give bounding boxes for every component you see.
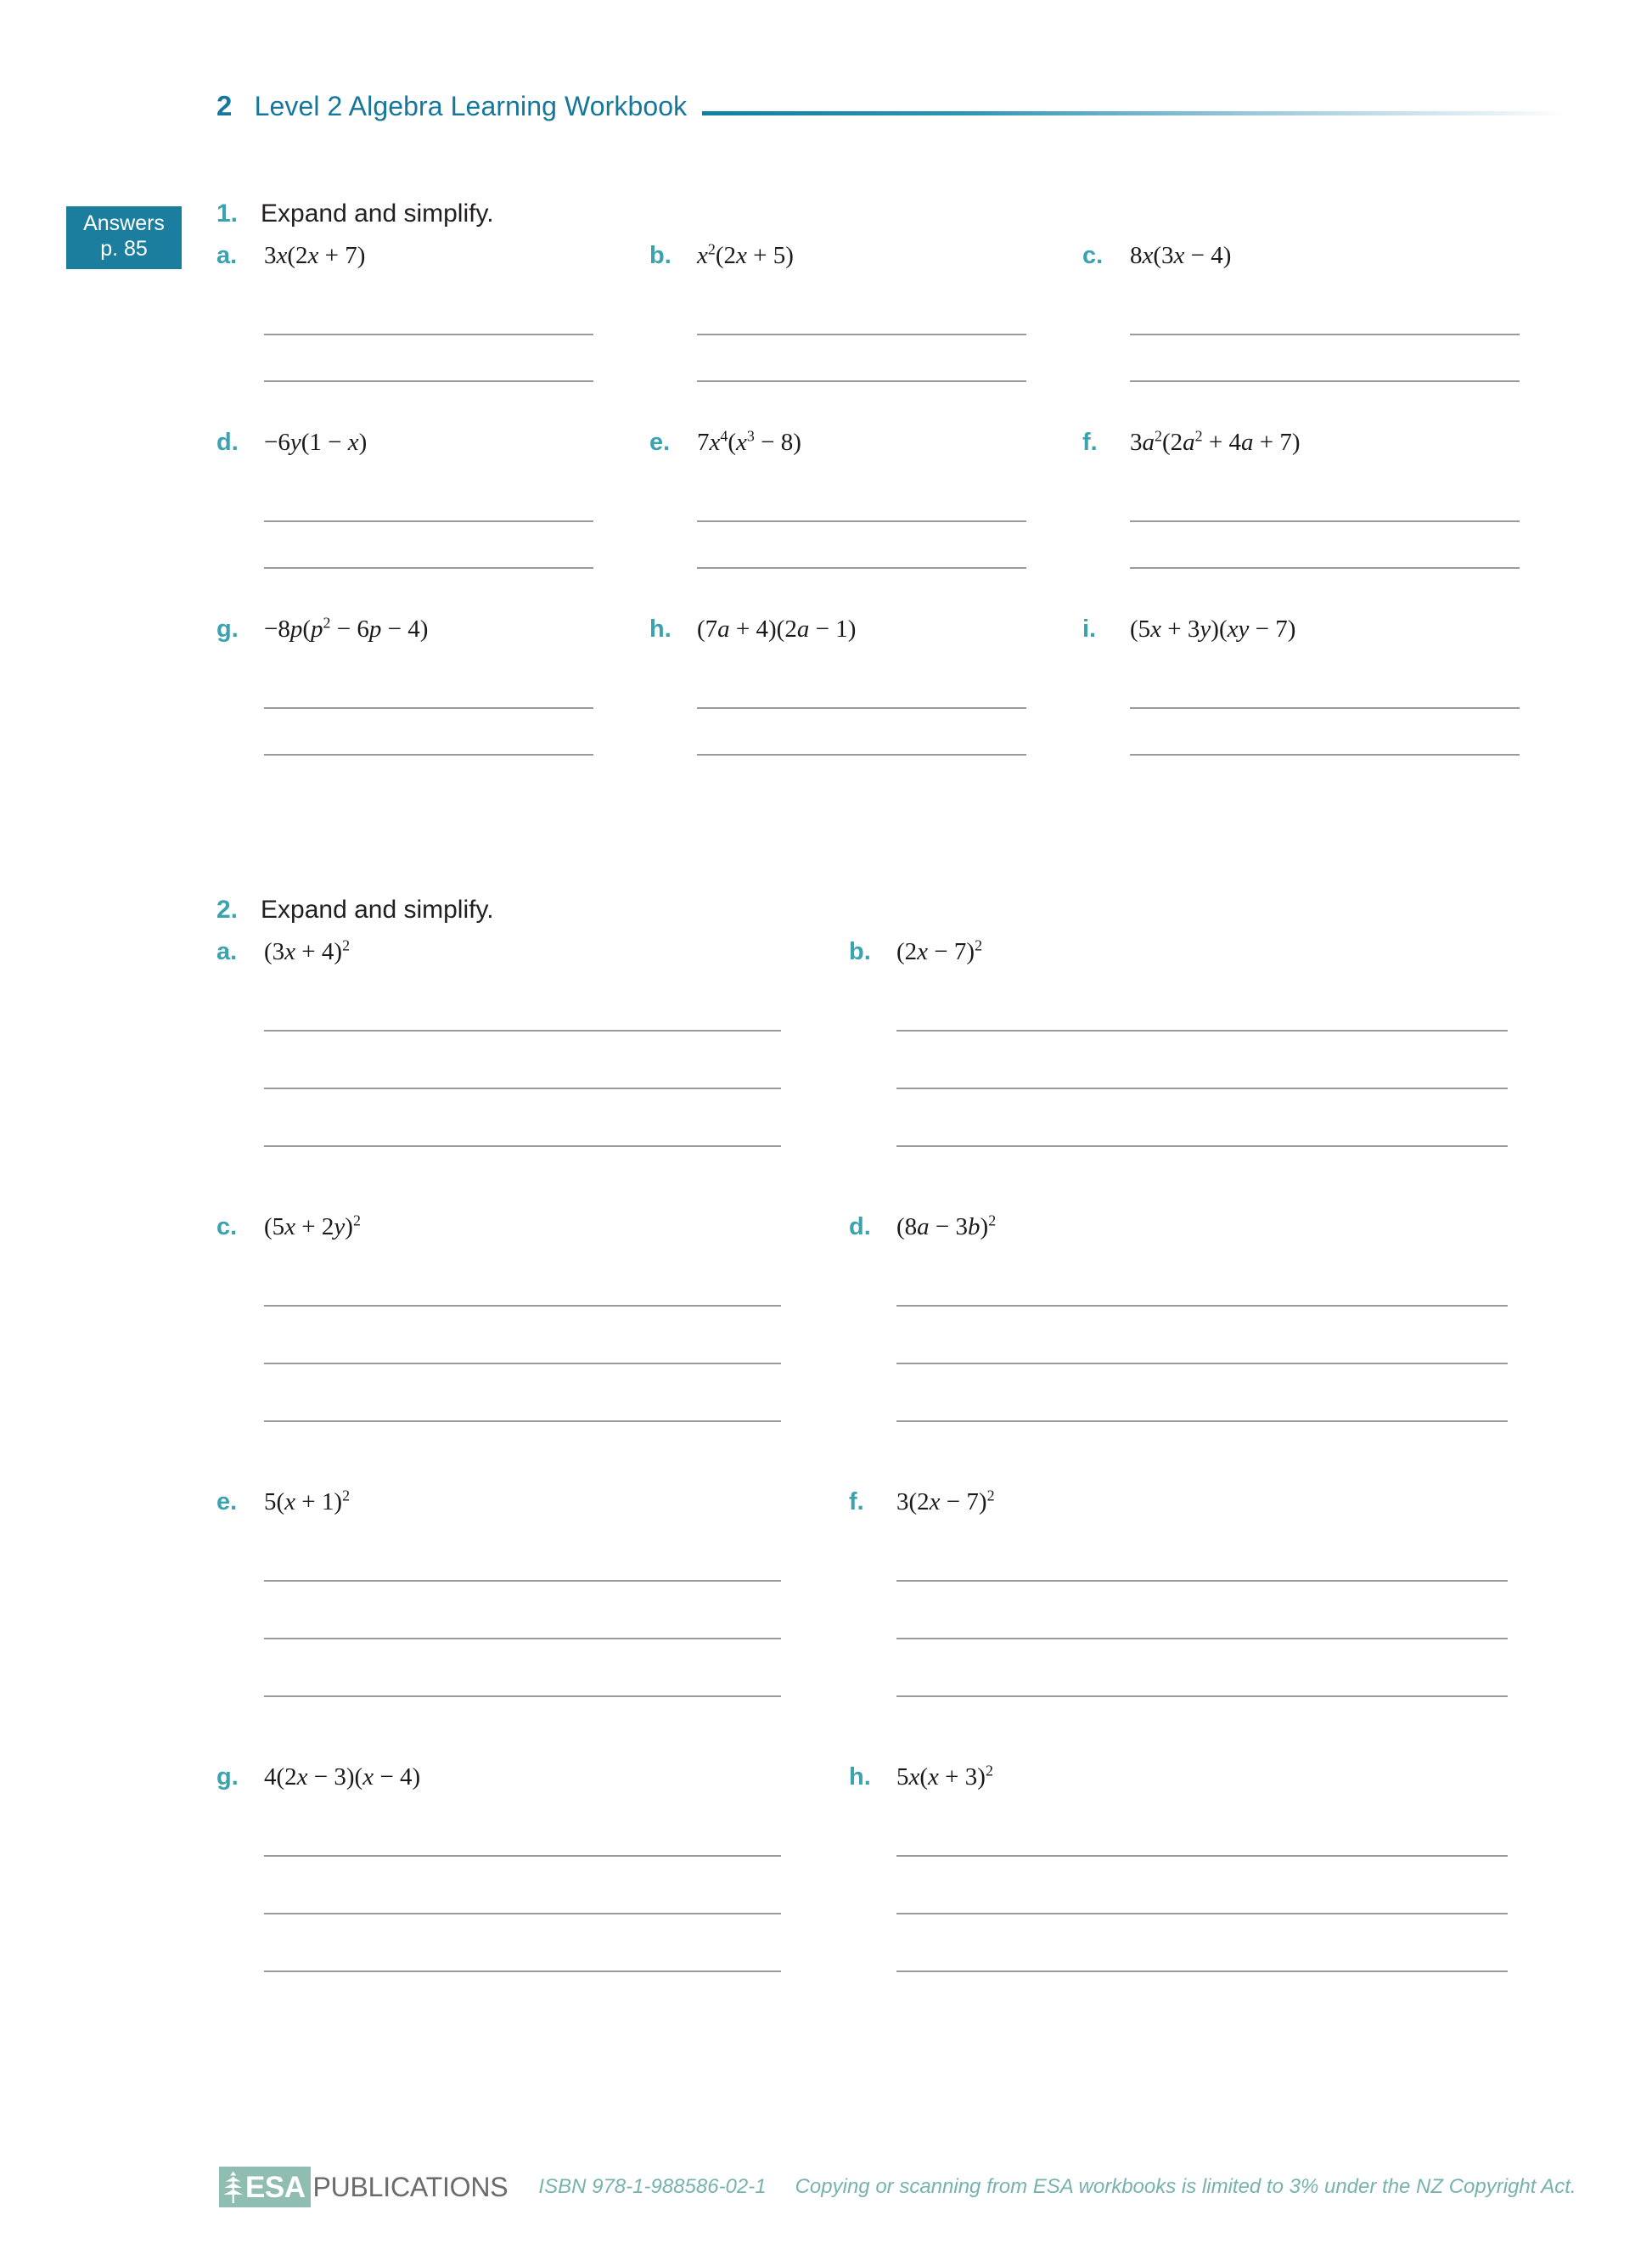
row-spacer bbox=[849, 1147, 1576, 1213]
part-heading bbox=[849, 1763, 1576, 1799]
question-2-part-b bbox=[849, 938, 1576, 1213]
answer-write-line[interactable] bbox=[264, 1088, 781, 1089]
answer-write-line[interactable] bbox=[896, 1088, 1508, 1089]
answer-lines bbox=[216, 1305, 849, 1422]
question-1-part-c bbox=[1082, 242, 1576, 429]
answer-lines bbox=[216, 520, 649, 569]
part-heading bbox=[849, 1213, 1576, 1249]
part-heading bbox=[1082, 616, 1576, 651]
part-heading bbox=[849, 1488, 1576, 1524]
answers-label: Answers bbox=[83, 211, 165, 235]
question-2-prompt: Expand and simplify. bbox=[261, 896, 494, 924]
fern-leaf-icon bbox=[222, 2170, 244, 2204]
part-letter: g. bbox=[216, 1763, 239, 1791]
row-spacer bbox=[849, 1422, 1576, 1488]
question-2 bbox=[216, 896, 1576, 1972]
esa-logo-suffix: PUBLICATIONS bbox=[312, 2172, 509, 2202]
page-header bbox=[216, 81, 1567, 132]
footer-copyright-note: Copying or scanning from ESA workbooks is limited to 3% under the NZ Copyright Act. bbox=[795, 2175, 1576, 2198]
answer-write-line[interactable] bbox=[697, 754, 1026, 756]
esa-logo-word: ESA bbox=[245, 2170, 306, 2204]
answer-write-line[interactable] bbox=[264, 707, 593, 709]
answer-lines bbox=[1082, 707, 1576, 756]
answer-write-line[interactable] bbox=[896, 1030, 1508, 1032]
part-expression: $-8p(p^2 - 6p - 4)$ bbox=[264, 614, 429, 643]
answer-write-line[interactable] bbox=[264, 1580, 781, 1582]
question-1-part-h bbox=[649, 616, 1082, 756]
answer-write-line[interactable] bbox=[264, 334, 593, 335]
answer-lines bbox=[1082, 520, 1576, 569]
part-heading bbox=[216, 616, 649, 651]
answer-write-line[interactable] bbox=[896, 1363, 1508, 1364]
row-spacer bbox=[649, 569, 1082, 616]
row-spacer bbox=[216, 1422, 849, 1488]
part-heading bbox=[649, 429, 1082, 464]
part-expression: $5x(x + 3)^2$ bbox=[896, 1762, 993, 1791]
part-letter: e. bbox=[649, 429, 671, 456]
esa-publications-logo bbox=[219, 2167, 508, 2207]
answer-write-line[interactable] bbox=[264, 1305, 781, 1307]
part-expression: −6y(1 − x) bbox=[264, 429, 368, 456]
question-1 bbox=[216, 200, 1576, 756]
answer-write-line[interactable] bbox=[264, 1970, 781, 1972]
question-2-heading bbox=[216, 896, 1576, 925]
question-2-part-a bbox=[216, 938, 849, 1213]
answer-write-line[interactable] bbox=[697, 707, 1026, 709]
part-expression: (7a + 4)(2a − 1) bbox=[697, 616, 857, 643]
part-letter: f. bbox=[849, 1488, 864, 1515]
footer-isbn: ISBN 978-1-988586-02-1 bbox=[538, 2175, 767, 2198]
answers-page-ref: p. 85 bbox=[100, 236, 148, 261]
part-heading bbox=[649, 616, 1082, 651]
answer-write-line[interactable] bbox=[697, 334, 1026, 335]
part-expression: 4(2x − 3)(x − 4) bbox=[264, 1763, 421, 1791]
part-letter: d. bbox=[216, 429, 239, 456]
answer-write-line[interactable] bbox=[264, 1030, 781, 1032]
page-number: 2 bbox=[216, 90, 233, 121]
answer-write-line[interactable] bbox=[264, 1855, 781, 1857]
answer-lines bbox=[649, 334, 1082, 382]
answer-write-line[interactable] bbox=[1130, 754, 1520, 756]
row-spacer bbox=[216, 569, 649, 616]
answer-write-line[interactable] bbox=[264, 754, 593, 756]
part-expression: $7x^4(x^3 - 8)$ bbox=[697, 427, 801, 456]
part-letter: g. bbox=[216, 616, 239, 643]
question-1-part-e bbox=[649, 429, 1082, 616]
row-spacer bbox=[216, 1697, 849, 1763]
workbook-title: Level 2 Algebra Learning Workbook bbox=[254, 90, 688, 121]
answer-write-line[interactable] bbox=[1130, 334, 1520, 335]
question-2-part-c bbox=[216, 1213, 849, 1488]
part-heading bbox=[849, 938, 1576, 974]
part-letter: a. bbox=[216, 938, 238, 965]
part-letter: h. bbox=[649, 616, 671, 643]
part-heading bbox=[649, 242, 1082, 278]
question-2-part-e bbox=[216, 1488, 849, 1763]
question-1-part-b bbox=[649, 242, 1082, 429]
answer-lines bbox=[216, 1580, 849, 1697]
part-heading bbox=[216, 429, 649, 464]
part-letter: d. bbox=[849, 1213, 871, 1240]
question-1-number: 1. bbox=[216, 200, 239, 228]
part-expression: 3x(2x + 7) bbox=[264, 242, 366, 269]
part-letter: b. bbox=[649, 242, 671, 269]
answer-write-line[interactable] bbox=[697, 520, 1026, 522]
answer-write-line[interactable] bbox=[896, 1638, 1508, 1639]
part-heading bbox=[216, 938, 849, 974]
part-heading bbox=[216, 242, 649, 278]
answer-write-line[interactable] bbox=[896, 1855, 1508, 1857]
part-expression: $5(x + 1)^2$ bbox=[264, 1487, 351, 1515]
row-spacer bbox=[216, 382, 649, 429]
question-2-part-f bbox=[849, 1488, 1576, 1763]
part-heading bbox=[216, 1488, 849, 1524]
part-expression: $(5x + 2y)^2$ bbox=[264, 1212, 361, 1240]
answer-write-line[interactable] bbox=[896, 1970, 1508, 1972]
question-1-parts bbox=[216, 242, 1576, 756]
answer-write-line[interactable] bbox=[264, 1913, 781, 1914]
question-2-part-d bbox=[849, 1213, 1576, 1488]
row-spacer bbox=[216, 1147, 849, 1213]
part-heading bbox=[216, 1213, 849, 1249]
row-spacer bbox=[649, 382, 1082, 429]
answer-write-line[interactable] bbox=[896, 1580, 1508, 1582]
header-rule bbox=[702, 111, 1567, 115]
part-expression: 8x(3x − 4) bbox=[1130, 242, 1232, 269]
part-letter: a. bbox=[216, 242, 238, 269]
part-letter: c. bbox=[1082, 242, 1104, 269]
part-expression: $3a^2(2a^2 + 4a + 7)$ bbox=[1130, 427, 1301, 456]
answer-lines bbox=[216, 707, 649, 756]
question-1-part-a bbox=[216, 242, 649, 429]
part-letter: h. bbox=[849, 1763, 871, 1791]
part-heading bbox=[1082, 242, 1576, 278]
answer-write-line[interactable] bbox=[1130, 520, 1520, 522]
part-expression: $x^2(2x + 5)$ bbox=[697, 240, 794, 269]
part-letter: e. bbox=[216, 1488, 238, 1515]
question-1-prompt: Expand and simplify. bbox=[261, 200, 494, 228]
answer-lines bbox=[849, 1855, 1576, 1972]
part-heading bbox=[216, 1763, 849, 1799]
part-letter: i. bbox=[1082, 616, 1097, 643]
question-1-part-d bbox=[216, 429, 649, 616]
part-letter: c. bbox=[216, 1213, 238, 1240]
part-expression: $3(2x - 7)^2$ bbox=[896, 1487, 995, 1515]
part-letter: f. bbox=[1082, 429, 1098, 456]
part-expression: $(8a - 3b)^2$ bbox=[896, 1212, 997, 1240]
answer-write-line[interactable] bbox=[896, 1305, 1508, 1307]
answer-lines bbox=[849, 1305, 1576, 1422]
answer-lines bbox=[649, 520, 1082, 569]
answer-lines bbox=[216, 1855, 849, 1972]
answer-write-line[interactable] bbox=[896, 1913, 1508, 1914]
question-1-part-g bbox=[216, 616, 649, 756]
page-footer bbox=[219, 2167, 1576, 2207]
answer-write-line[interactable] bbox=[264, 520, 593, 522]
esa-logo-mark bbox=[219, 2167, 311, 2207]
answer-lines bbox=[849, 1030, 1576, 1147]
question-2-number: 2. bbox=[216, 896, 239, 924]
row-spacer bbox=[1082, 569, 1576, 616]
answer-lines bbox=[1082, 334, 1576, 382]
answer-write-line[interactable] bbox=[1130, 707, 1520, 709]
question-1-part-i bbox=[1082, 616, 1576, 756]
answer-write-line[interactable] bbox=[264, 1638, 781, 1639]
part-heading bbox=[1082, 429, 1576, 464]
row-spacer bbox=[849, 1697, 1576, 1763]
part-expression: (5x + 3y)(xy − 7) bbox=[1130, 616, 1296, 643]
answer-lines bbox=[649, 707, 1082, 756]
question-1-heading bbox=[216, 200, 1576, 228]
part-expression: $(2x - 7)^2$ bbox=[896, 936, 983, 965]
part-expression: $(3x + 4)^2$ bbox=[264, 936, 351, 965]
part-letter: b. bbox=[849, 938, 871, 965]
question-2-part-h bbox=[849, 1763, 1576, 1972]
answer-lines bbox=[849, 1580, 1576, 1697]
answers-reference-badge[interactable] bbox=[66, 206, 182, 269]
question-1-part-f bbox=[1082, 429, 1576, 616]
answer-write-line[interactable] bbox=[264, 1363, 781, 1364]
question-2-parts bbox=[216, 938, 1576, 1972]
question-2-part-g bbox=[216, 1763, 849, 1972]
answer-lines bbox=[216, 1030, 849, 1147]
answer-lines bbox=[216, 334, 649, 382]
row-spacer bbox=[1082, 382, 1576, 429]
